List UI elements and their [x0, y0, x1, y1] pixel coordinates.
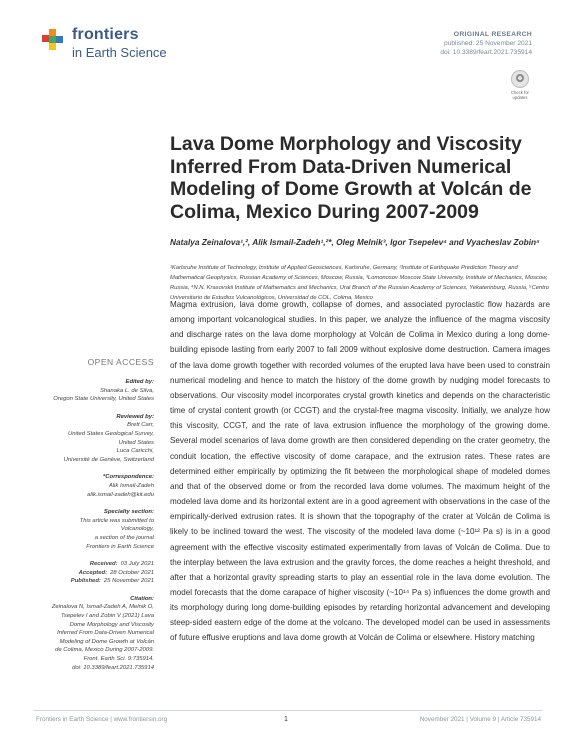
date-value: 28 October 2021 [110, 569, 154, 576]
reviewed-by-heading: Reviewed by: [116, 413, 154, 420]
date-label: Received: [89, 561, 118, 568]
citation-line: Tsepelev I and Zobin V (2021) Lava [60, 613, 154, 620]
editor-line: Shanaka L. de Silva, [99, 387, 154, 394]
citation-line: de Colima, Mexico During 2007-2009. [55, 647, 154, 654]
citation-line: Dome Morphology and Viscosity [69, 621, 154, 628]
journal-name-line1: frontiers [72, 26, 139, 43]
specialty-line: Volcanology, [120, 526, 154, 533]
date-label: Published: [70, 578, 101, 585]
article-sidebar [24, 378, 154, 681]
edited-by-section [24, 378, 154, 404]
affiliations: ¹Karlsruhe Institute of Technology, Institute of Applied Geosciences, Karlsruhe, Germany, ²Institute of Earthquake Prediction Theory and Mathematical Geophysics, Russian Academy of Sciences, Moscow, Russia, ³Lomonosov Moscow State University, Institute of Mechanics, Moscow, Russia, ⁴N.N. Krasovskii Institute of Mathematics and Mechanics, Ural Branch of the Russian Academy of Sciences, Yekaterinburg, Russia, ⁵Centro Universitario de Estudios Vulcanológicos, Universidad de COL, Colima, Mexico [170, 265, 550, 301]
date-row [24, 560, 154, 569]
check-for-updates-badge[interactable] [508, 70, 532, 100]
citation-line: Modeling of Dome Growth at Volcán [59, 638, 154, 645]
date-value: 25 November 2021 [103, 578, 154, 585]
date-label: Accepted: [78, 569, 108, 576]
specialty-line: This article was submitted to [79, 517, 154, 524]
article-meta [440, 30, 532, 58]
dates-section [24, 560, 154, 586]
editor-line: Oregon State University, United States [53, 396, 154, 403]
citation-heading: Citation: [130, 595, 154, 602]
date-value: 03 July 2021 [120, 561, 154, 568]
reviewer-line: Brett Carr, [127, 422, 154, 429]
footer-issue-info: November 2021 | Volume 9 | Article 735914 [419, 716, 541, 723]
specialty-line: a section of the journal [94, 534, 154, 541]
journal-name-line2: in Earth Science [72, 45, 167, 60]
correspondence-section [24, 473, 154, 499]
article-title: Lava Dome Morphology and Viscosity Inferred From Data-Driven Numerical Modeling of Dome Growth at Volcán de Colima, Mexico During 2007-2009 [170, 133, 532, 223]
author-list: Natalya Zeinalova¹,², Alik Ismail-Zadeh¹,²*, Oleg Melnik³, Igor Tsepelev⁴ and Vyacheslav Zobin⁵ [170, 237, 540, 247]
abstract-text: Magma extrusion, lava dome growth, collapse of domes, and associated pyroclastic flow hazards are among important volcanological studies. In this paper, we analyze the influence of the magma viscosity and discharge rates on the lava dome morphology at Volcán de Colima in Mexico during a long dome-building episode lasting from early 2007 to fall 2009 without explosive dome destruction. Camera images of the lava dome growth together with recorded volumes of the erupted lava have been used to constrain numerical modeling and hence to match the history of the dome growth by nudging model forecasts to observations. Our viscosity model incorporates crystal growth kinetics and depends on the characteristic time of crystal content growth (or CCGT) and the crystal-free magma viscosity. Initially, we analyze how this viscosity, CCGT, and the rate of lava extrusion influence the morphology of the growing dome. Several model scenarios of lava dome growth are then considered depending on the crater geometry, the conduit location, the effective viscosity of dome carapace, and the extrusion rates. These rates are determined either empirically by optimizing the fit between the morphological shape of modeled domes and that of the observed dome or from the recorded lava dome volumes. The maximum height of the modeled lava dome and its horizontal extent are in a good agreement with observations in the case of the empirically-derived extrusion rates. It is shown that the topography of the crater at Volcán de Colima is likely to be inclined toward the west. The viscosity of the modeled lava dome (~10¹² Pa s) is in a good agreement with the effective viscosity estimated experimentally from lavas of Volcán de Colima. Due to the interplay between the lava extrusion and the gravity forces, the dome reaches a height threshold, and after that a horizontal gravity spreading starts to play an essential role in the lava dome evolution. The model forecasts that the dome carapace of higher viscosity (~10¹⁴ Pa s) influences the dome growth and its morphology during long dome-building episodes by retarding horizontal advancement and developing steep-sided eastern edge of the dome at the volcano. The developed model can be used in assessments of future effusive eruptions and lava dome growth at Volcán de Colima or elsewhere. History matching [170, 300, 550, 643]
specialty-section [24, 508, 154, 551]
edited-by-heading: Edited by: [125, 379, 154, 385]
date-row [24, 577, 154, 586]
citation-line: Inferred From Data-Driven Numerical [57, 630, 154, 637]
page-number: 1 [284, 716, 288, 723]
correspondent-email[interactable]: alik.ismail-zadeh@kit.edu [87, 491, 154, 498]
citation-doi[interactable]: doi: 10.3389/feart.2021.735914 [72, 664, 154, 671]
citation-section [24, 595, 154, 672]
specialty-heading: Specialty section: [103, 509, 154, 516]
reviewer-line: Luca Caricchi, [116, 448, 154, 455]
doi-link[interactable]: doi: 10.3389/feart.2021.735914 [440, 49, 532, 57]
correspondence-heading: *Correspondence: [102, 474, 154, 481]
journal-logo[interactable] [40, 24, 230, 64]
open-access-label: OPEN ACCESS [87, 357, 154, 367]
footer-journal-link[interactable]: Frontiers in Earth Science | www.frontiersin.org [36, 716, 168, 723]
updates-line2: updates [512, 95, 528, 100]
reviewer-line: United States Geological Survey, [67, 430, 154, 437]
citation-line: Zeinalova N, Ismail-Zadeh A, Melnik O, [51, 604, 154, 611]
frontiers-logo-icon [40, 26, 66, 52]
updates-icon [511, 70, 529, 88]
correspondent-name: Alik Ismail-Zadeh [108, 482, 154, 489]
citation-line: Front. Earth Sci. 9:735914. [83, 656, 154, 663]
article-type: ORIGINAL RESEARCH [453, 31, 532, 38]
reviewer-line: Université de Genève, Switzerland [63, 456, 154, 463]
published-date: published: 25 November 2021 [444, 40, 532, 48]
updates-line1: Check for [511, 90, 529, 95]
specialty-line: Frontiers in Earth Science [86, 543, 154, 550]
footer-divider [33, 710, 543, 711]
reviewer-line: United States [118, 439, 154, 446]
date-row [24, 569, 154, 578]
reviewed-by-section [24, 413, 154, 465]
